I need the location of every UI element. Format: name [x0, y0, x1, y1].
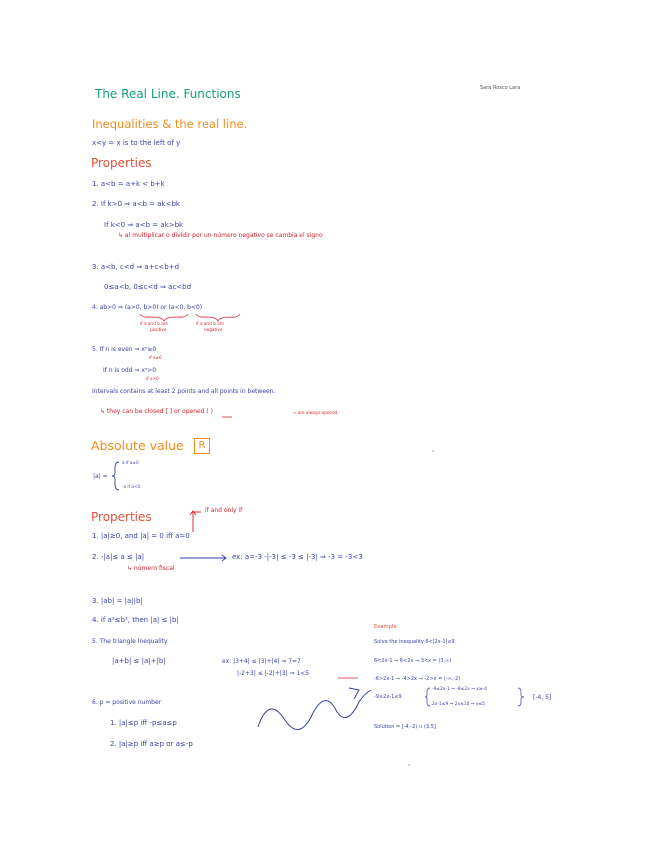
abs-property-4: 4. if a²≤b², then |a| ≤ |b|	[92, 616, 179, 624]
property-5a-condition: if x≠0	[149, 355, 162, 360]
abs-property-2: 2. -|a|≤ a ≤ |a|	[92, 553, 145, 561]
stray-dot	[408, 764, 409, 765]
wave-arrow-head	[349, 688, 359, 699]
property-5a: 5. If n is even ⇒ xⁿ≥0	[92, 346, 157, 353]
absolute-value-case-positive: a if a≥0	[122, 460, 139, 465]
section-heading-properties-2: Properties	[91, 510, 152, 524]
property-4-note-negative-b: negative	[204, 327, 223, 332]
property-4-note-negative-a: if a and b are	[196, 321, 224, 326]
triangle-example-1: ex: |3+4| ≤ |3|+|4| ⇒ 7=7	[222, 658, 301, 665]
page-title: The Real Line. Functions	[95, 87, 241, 101]
abs-property-2-note: ↳ número fiscal	[127, 565, 175, 572]
iff-arrow	[193, 512, 201, 532]
example-line-4: -9≤2x-1≤9	[374, 694, 402, 700]
absolute-value-case-negative: -a if a<0	[122, 484, 141, 489]
example-line-2: 6<2x-1 ⇒ 6<2x ⇒ 3<x = (3,∞)	[374, 658, 452, 664]
abs-property-2-example: ex: a=-3 -|-3| ≤ -3 ≤ |-3| ⇒ -3 = -3<3	[232, 553, 363, 561]
property-1: 1. a<b = a+k < b+k	[92, 180, 165, 188]
abs-property-6a: 1. |a|≤p iff -p≤a≤p	[110, 719, 177, 727]
example-line-4a: -9≤2x-1 ⇒ -8≤2x ⇒ x≥-4	[432, 687, 487, 692]
abs-property-6b: 2. |a|≥p iff a≥p or a≤-p	[110, 740, 193, 748]
result-brace	[518, 688, 524, 706]
intervals-definition: Intervals contains at least 2 points and all points in between.	[92, 388, 276, 395]
example-line-4-result: [-4, 5]	[533, 694, 552, 701]
property-4: 4. ab>0 ⇒ (a>0, b>0) or (a<0, b<0)	[92, 304, 203, 311]
brace-negative	[196, 314, 240, 321]
triangle-example-2: |-2+3| ≤ |-2|+|3| ⇒ 1<5	[237, 670, 310, 677]
abs-property-6: 6. p = positive number	[92, 699, 162, 706]
example-solution: Solution = [-4,-2) ∪ (3,5]	[374, 724, 436, 730]
absolute-value-lhs: |a| =	[93, 473, 108, 480]
wave-arrow	[258, 690, 371, 730]
abs-property-1: 1. |a|≥0, and |a| = 0 iff a=0	[92, 532, 190, 540]
property-2: 2. If k>0 ⇒ a<b = ak<bk	[92, 200, 180, 208]
section-heading-absolute-value: Absolute value	[91, 438, 184, 453]
abs-brace	[112, 462, 119, 490]
property-4-note-positive-a: if a and b are	[140, 321, 168, 326]
stray-dot	[432, 450, 433, 451]
brace-positive	[140, 314, 188, 321]
section-heading-inequalities: Inequalities & the real line.	[92, 117, 248, 131]
system-brace	[425, 688, 430, 706]
inequality-definition: x<y = x is to the left of y	[92, 139, 181, 147]
intervals-types: ↳ they can be closed [ ] or opened ( )	[100, 408, 214, 415]
property-3b: 0≤a<b, 0≤c<d ⇒ ac<bd	[104, 283, 192, 291]
iff-note: if and only if	[205, 507, 243, 514]
example-line-1: Solve the inequality 6<|2x-1|≤9	[374, 639, 455, 645]
example-line-4b: 2x-1≤9 ⇒ 2x≤10 ⇒ x≤5	[432, 702, 485, 707]
property-5b-condition: if x>0	[146, 376, 159, 381]
property-4-note-positive-b: positive	[150, 327, 167, 332]
example-heading: Example:	[374, 624, 399, 630]
triangle-inequality-formula: |a+b| ≤ |a|+|b|	[112, 657, 166, 665]
abs-property-5: 5. The triangle Inequality	[92, 638, 168, 645]
real-numbers-box: R	[194, 438, 210, 454]
author-name: Sara Rosco Lara	[480, 85, 521, 91]
example-line-3: -6>2x-1 ⇒ -4>2x ⇒ -2>x = (-∞,-2)	[374, 676, 461, 682]
section-heading-properties-1: Properties	[91, 156, 152, 170]
property-2b: If k<0 ⇒ a<b = ak>bk	[104, 221, 184, 229]
intervals-infinity-note: ∞ are always opened	[293, 410, 338, 415]
abs-property-3: 3. |ab| = |a||b|	[92, 597, 143, 605]
property-3: 3. a<b, c<d ⇒ a+c<b+d	[92, 263, 180, 271]
property-5b: If n is odd ⇒ xⁿ>0	[103, 367, 157, 374]
property-2-note: ↳ al multiplicar o dividir por un número negativo se cambia el signo	[118, 232, 323, 239]
